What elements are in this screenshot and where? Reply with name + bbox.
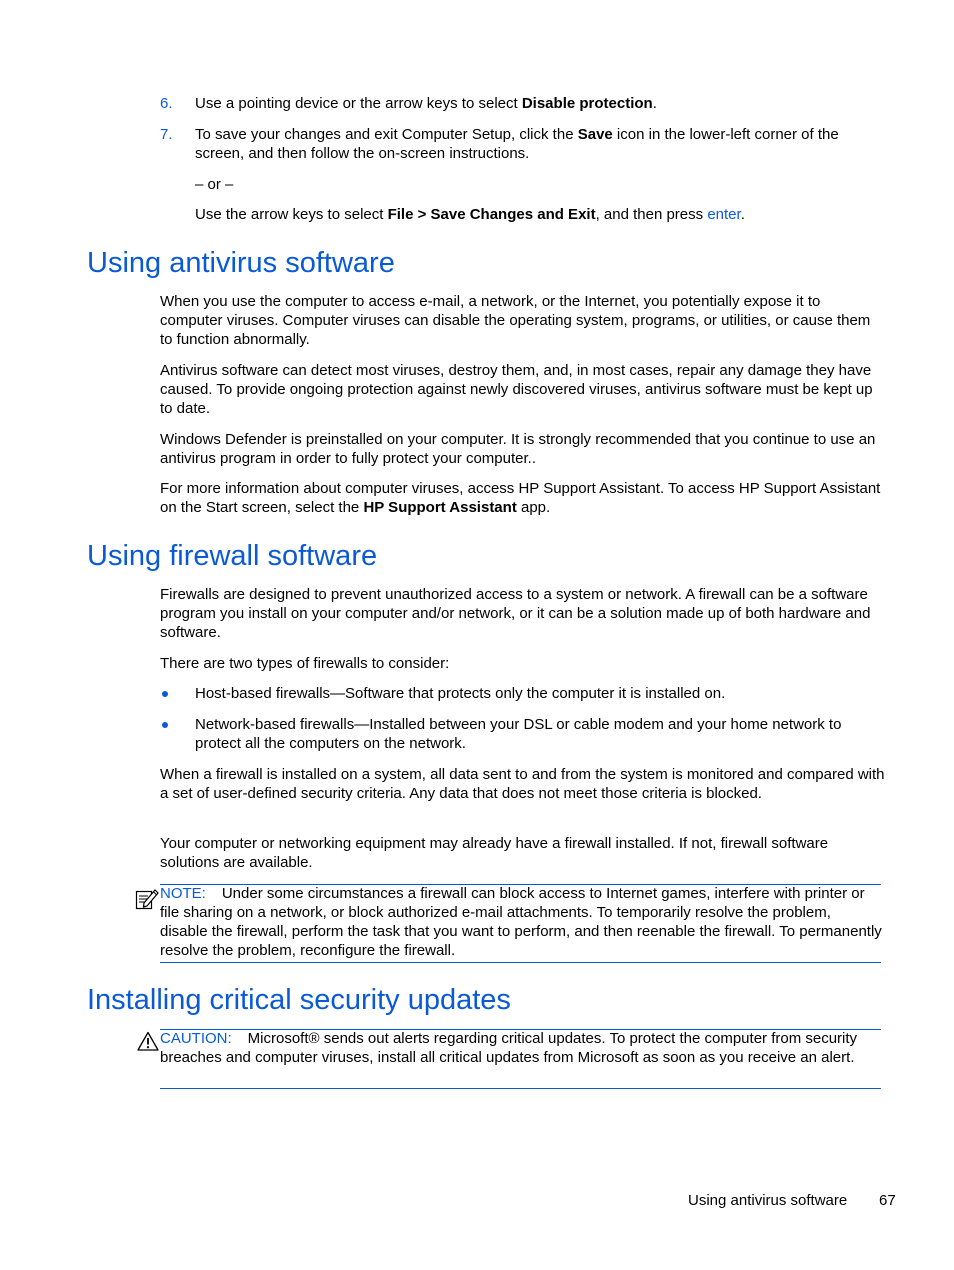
note-text <box>160 884 882 960</box>
antivirus-paragraph-3: Windows Defender is preinstalled on your computer. It is strongly recommended that you continue to use an antivirus program in order to fully protect your computer.. <box>160 431 876 467</box>
step-7-text-a: To save your changes and exit Computer Setup, click the <box>195 126 578 143</box>
heading-antivirus: Using antivirus software <box>87 247 395 279</box>
antivirus-paragraph-2: Antivirus software can detect most viruses, destroy them, and, in most cases, repair any damage they have caused. To provide ongoing protection against newly discovered viruses, antivirus software must be kept up to date. <box>160 362 873 417</box>
warning-triangle-icon <box>137 1031 159 1051</box>
heading-security-updates: Installing critical security updates <box>87 984 511 1016</box>
note-pencil-icon <box>135 886 159 910</box>
step-6-text-a: Use a pointing device or the arrow keys to select <box>195 95 522 112</box>
step-7-alternative <box>195 205 885 224</box>
note-bottom-rule <box>160 962 881 963</box>
step-7-alt-bold: File > Save Changes and Exit <box>387 206 596 223</box>
footer-page-number: 67 <box>879 1192 896 1209</box>
antivirus-paragraph-4 <box>160 479 885 517</box>
enter-key-link[interactable]: enter <box>707 206 741 223</box>
step-6-bold: Disable protection <box>521 95 653 112</box>
step-7-number: 7. <box>160 126 173 143</box>
note-label: NOTE: <box>160 885 206 902</box>
note-body: Under some circumstances a firewall can block access to Internet games, interfere with printer or file sharing on a network, or block authorized e-mail attachments. To temporarily resolve the problem, disable the firewall, perform the task that you want to perform, and then reenable the firewall. To permanently resolve the problem, reconfigure the firewall. <box>160 885 882 959</box>
hp-support-assistant-bold: HP Support Assistant <box>363 499 517 516</box>
step-7-alt-c: . <box>740 206 745 223</box>
step-7-text <box>195 125 885 163</box>
firewall-paragraph-2: There are two types of firewalls to consider: <box>160 655 450 672</box>
firewall-paragraph-4: Your computer or networking equipment may already have a firewall installed. If not, firewall software solutions are available. <box>160 835 829 871</box>
caution-bottom-rule <box>160 1088 881 1089</box>
firewall-bullet-network: Network-based firewalls—Installed between your DSL or cable modem and your home network to protect all the computers on the network. <box>195 716 842 752</box>
antivirus-p4-text-b: app. <box>516 499 551 516</box>
antivirus-p4-text-a: For more information about computer viruses, access HP Support Assistant. To access HP Support Assistant on the Start screen, select the <box>160 480 881 516</box>
step-6-text-b: . <box>652 95 657 112</box>
step-6-text <box>195 94 885 113</box>
firewall-paragraph-1: Firewalls are designed to prevent unauthorized access to a system or network. A firewall can be a software program you install on your computer and/or network, or it can be a solution made up of both hardware and software. <box>160 586 871 641</box>
bullet-dot <box>162 691 168 697</box>
caution-body: Microsoft® sends out alerts regarding critical updates. To protect the computer from security breaches and computer viruses, install all critical updates from Microsoft as soon as you receive an alert. <box>160 1030 858 1066</box>
step-7-bold: Save <box>577 126 613 143</box>
firewall-paragraph-3: When a firewall is installed on a system, all data sent to and from the system is monitored and compared with a set of user-defined security criteria. Any data that does not meet those criteria is blocked. <box>160 766 885 802</box>
bullet-dot <box>162 722 168 728</box>
heading-firewall: Using firewall software <box>87 540 378 572</box>
antivirus-paragraph-1: When you use the computer to access e-mail, a network, or the Internet, you potentially expose it to computer viruses. Computer viruses can disable the operating system, programs, or utilities, or cause them to function abnormally. <box>160 293 871 348</box>
caution-label: CAUTION: <box>160 1030 232 1047</box>
step-7-alt-b: , and then press <box>595 206 708 223</box>
step-7-alt-a: Use the arrow keys to select <box>195 206 388 223</box>
footer-section-title: Using antivirus software <box>688 1192 848 1209</box>
step-6-number: 6. <box>160 95 173 112</box>
step-7-or: – or – <box>195 176 234 193</box>
caution-text <box>160 1029 882 1067</box>
step-7-text-b: icon in the lower-left corner of the screen, and then follow the on-screen instructions. <box>195 126 839 162</box>
firewall-bullet-host: Host-based firewalls—Software that protects only the computer it is installed on. <box>195 685 726 702</box>
